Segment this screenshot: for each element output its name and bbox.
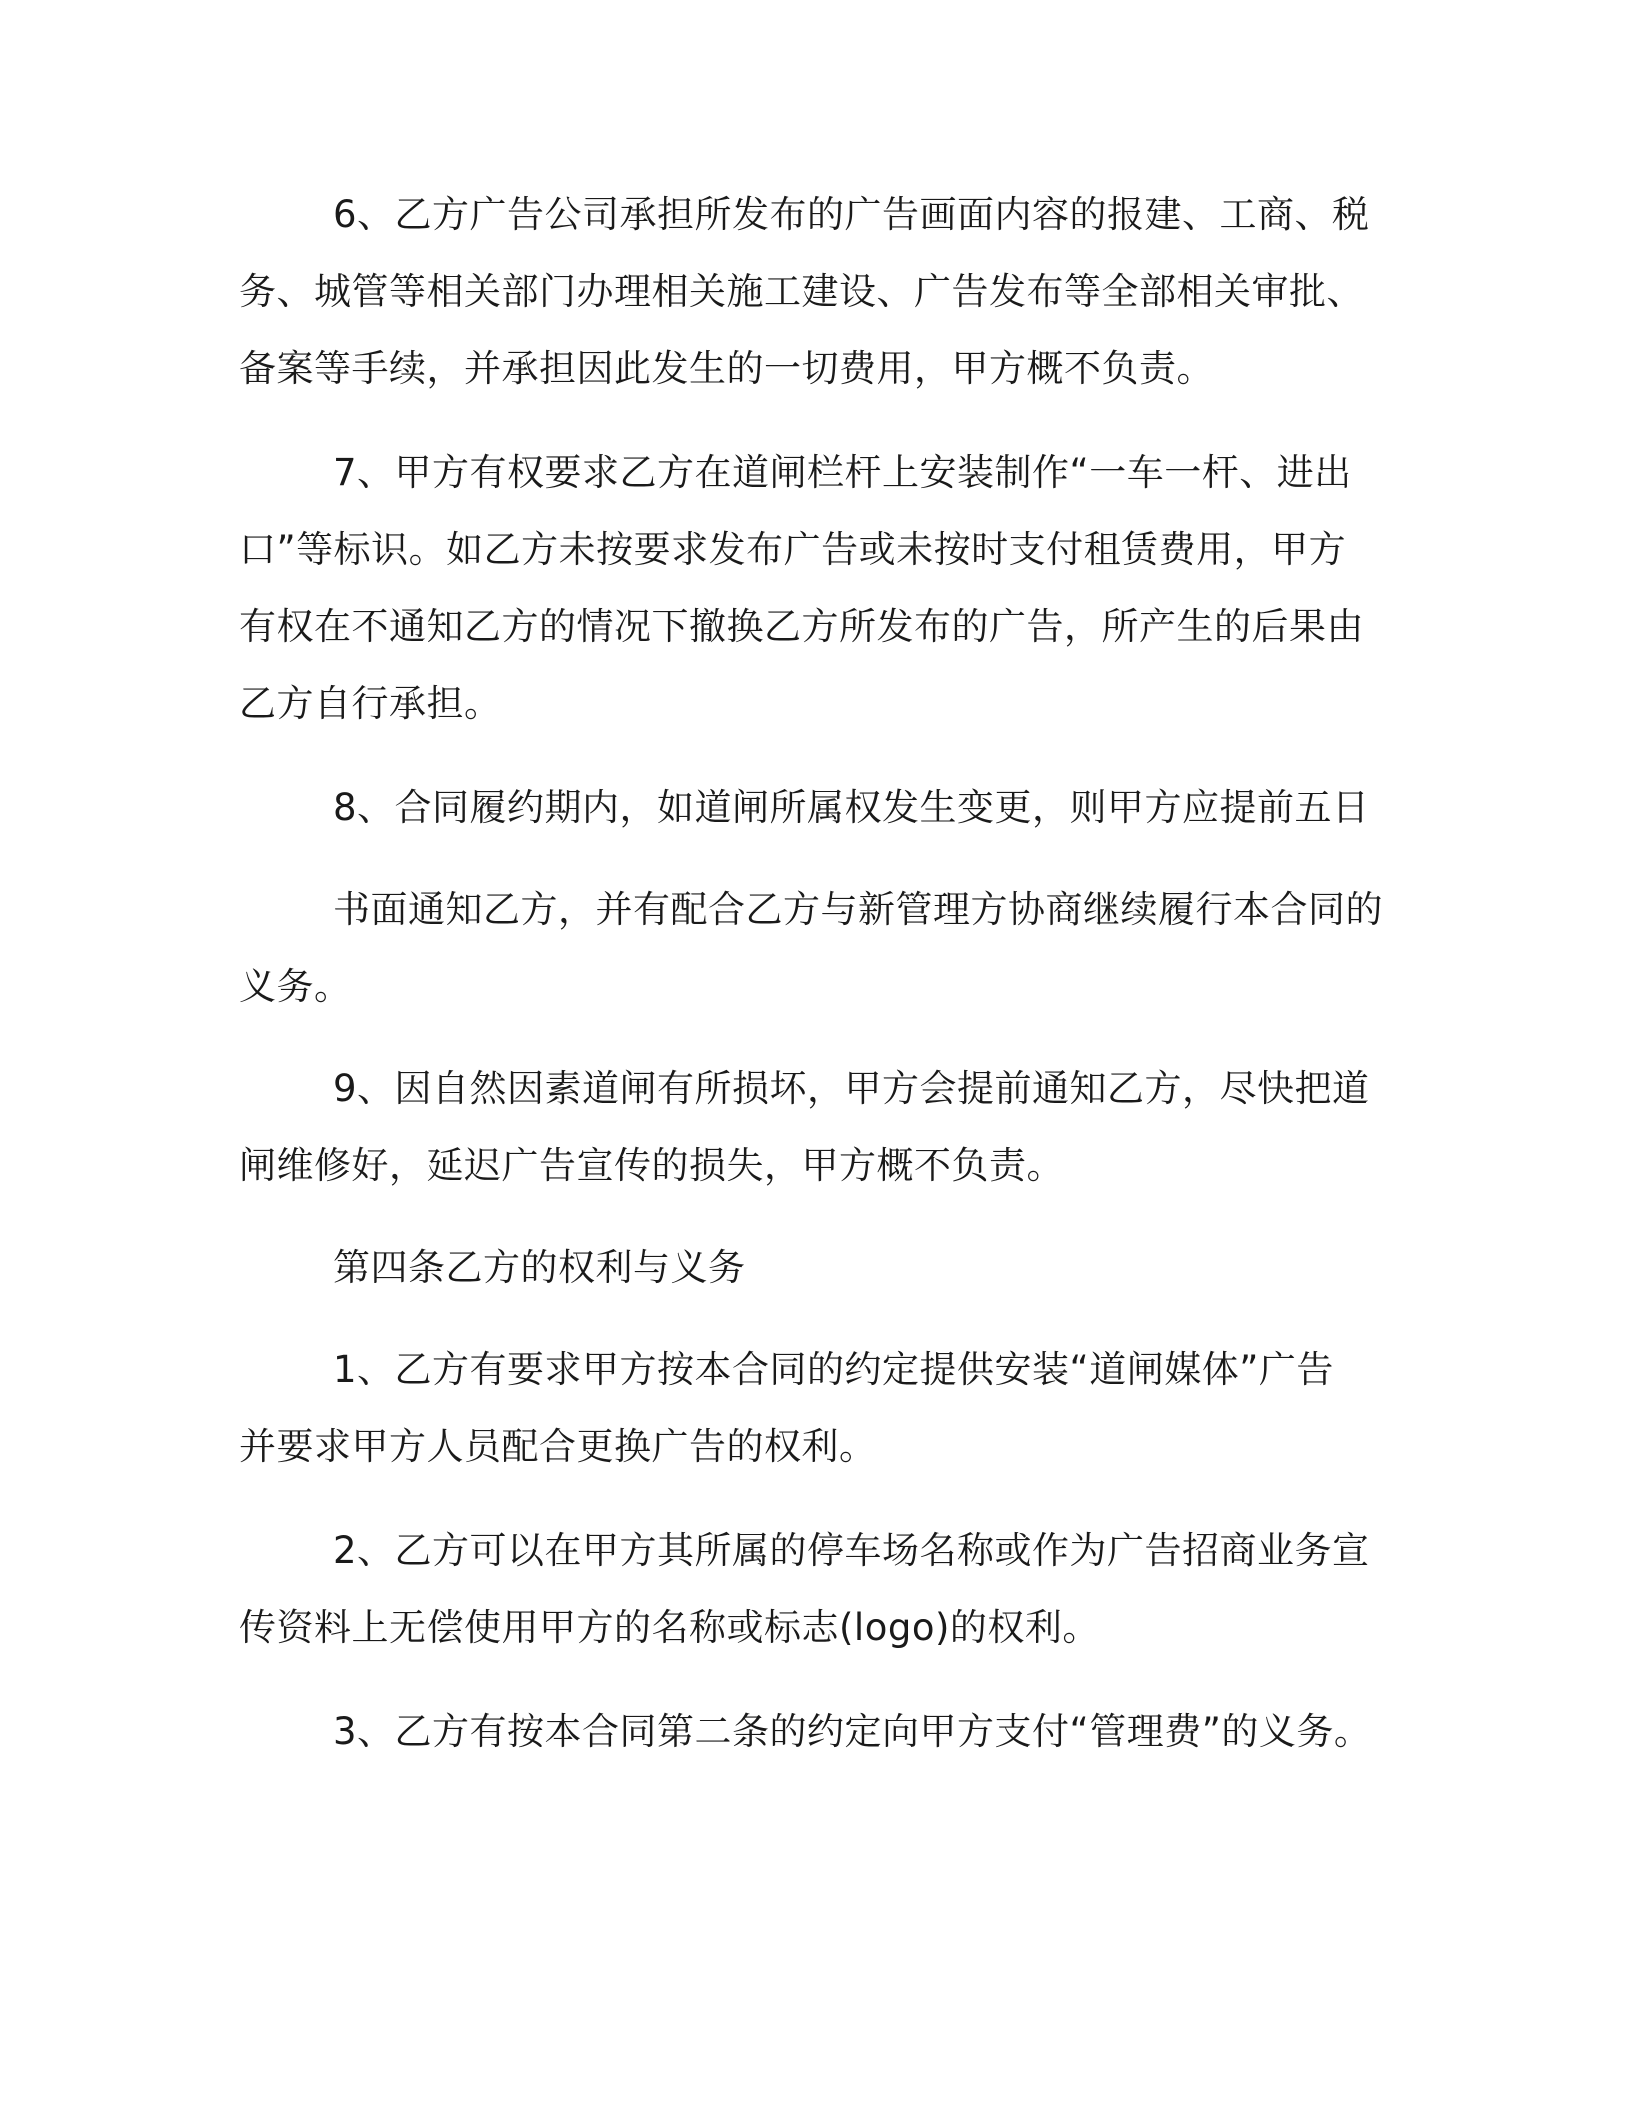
paragraph-line: 乙方自行承担。 [239,682,502,725]
paragraph-line: 7、甲方有权要求乙方在道闸栏杆上安装制作“一车一杆、进出 [333,451,1352,494]
paragraph-line: 6、乙方广告公司承担所发布的广告画面内容的报建、工商、税 [333,193,1370,236]
paragraph-line: 务、城管等相关部门办理相关施工建设、广告发布等全部相关审批、 [239,270,1364,313]
paragraph-line: 9、因自然因素道闸有所损坏，甲方会提前通知乙方，尽快把道 [333,1067,1370,1110]
paragraph-line: 2、乙方可以在甲方其所属的停车场名称或作为广告招商业务宣 [333,1529,1370,1572]
paragraph-line: 3、乙方有按本合同第二条的约定向甲方支付“管理费”的义务。 [333,1710,1372,1753]
paragraph-line: 闸维修好，延迟广告宣传的损失，甲方概不负责。 [239,1144,1064,1187]
paragraph-line: 有权在不通知乙方的情况下撤换乙方所发布的广告，所产生的后果由 [239,605,1364,648]
paragraph-line: 并要求甲方人员配合更换广告的权利。 [239,1425,877,1468]
paragraph-line: 备案等手续，并承担因此发生的一切费用，甲方概不负责。 [239,347,1214,390]
paragraph-line: 1、乙方有要求甲方按本合同的约定提供安装“道闸媒体”广告 [333,1348,1334,1391]
paragraph-line: 口”等标识。如乙方未按要求发布广告或未按时支付租赁费用，甲方 [239,528,1347,571]
section-heading: 第四条乙方的权利与义务 [333,1246,746,1289]
paragraph-line: 书面通知乙方，并有配合乙方与新管理方协商继续履行本合同的 [333,888,1383,931]
paragraph-line: 8、合同履约期内，如道闸所属权发生变更，则甲方应提前五日 [333,786,1370,829]
paragraph-line: 传资料上无偿使用甲方的名称或标志(logo)的权利。 [239,1606,1100,1649]
paragraph-line: 义务。 [239,965,352,1008]
